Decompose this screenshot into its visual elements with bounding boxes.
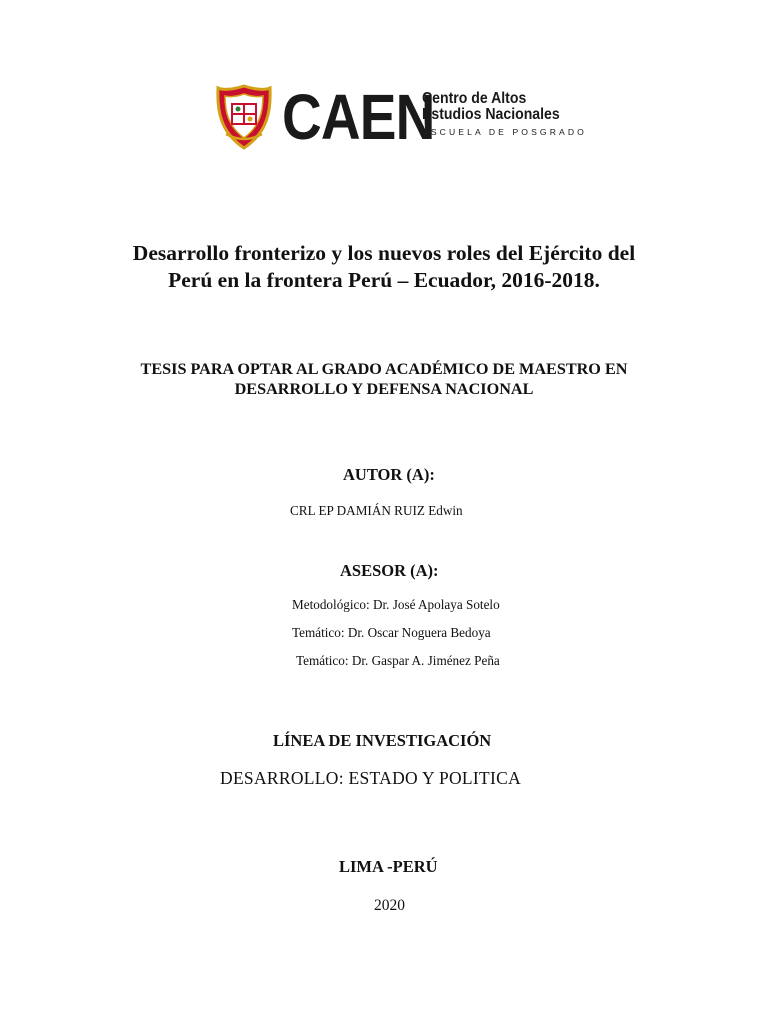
brand-wordmark: CAEN — [282, 81, 435, 153]
brand-line-2: Estudios Nacionales — [422, 106, 560, 123]
brand-line-1: Centro de Altos — [422, 90, 527, 107]
research-line-topic: DESARROLLO: ESTADO Y POLITICA — [220, 768, 522, 788]
caen-logo — [216, 81, 587, 153]
author-heading: AUTOR (A): — [343, 465, 435, 484]
degree-statement-line-2: DESARROLLO Y DEFENSA NACIONAL — [234, 380, 534, 398]
advisor-item: Temático: Dr. Oscar Noguera Bedoya — [292, 625, 491, 640]
advisor-heading: ASESOR (A): — [340, 561, 439, 580]
advisor-item: Temático: Dr. Gaspar A. Jiménez Peña — [296, 653, 500, 668]
degree-statement-line-1: TESIS PARA OPTAR AL GRADO ACADÉMICO DE MAESTRO EN — [140, 360, 628, 378]
degree-statement — [0, 359, 768, 399]
place: LIMA -PERÚ — [339, 857, 438, 876]
year: 2020 — [374, 897, 405, 914]
thesis-title-line-1: Desarrollo fronterizo y los nuevos roles del Ejército del — [132, 241, 636, 265]
author-name: CRL EP DAMIÁN RUIZ Edwin — [290, 503, 463, 518]
brand-tagline: ESCUELA DE POSGRADO — [422, 127, 587, 137]
thesis-title-line-2: Perú en la frontera Perú – Ecuador, 2016-2018. — [168, 268, 600, 292]
research-line-heading: LÍNEA DE INVESTIGACIÓN — [273, 731, 492, 750]
advisor-item: Metodológico: Dr. José Apolaya Sotelo — [292, 597, 500, 612]
caen-crest-icon — [216, 84, 272, 150]
thesis-title — [0, 240, 768, 294]
